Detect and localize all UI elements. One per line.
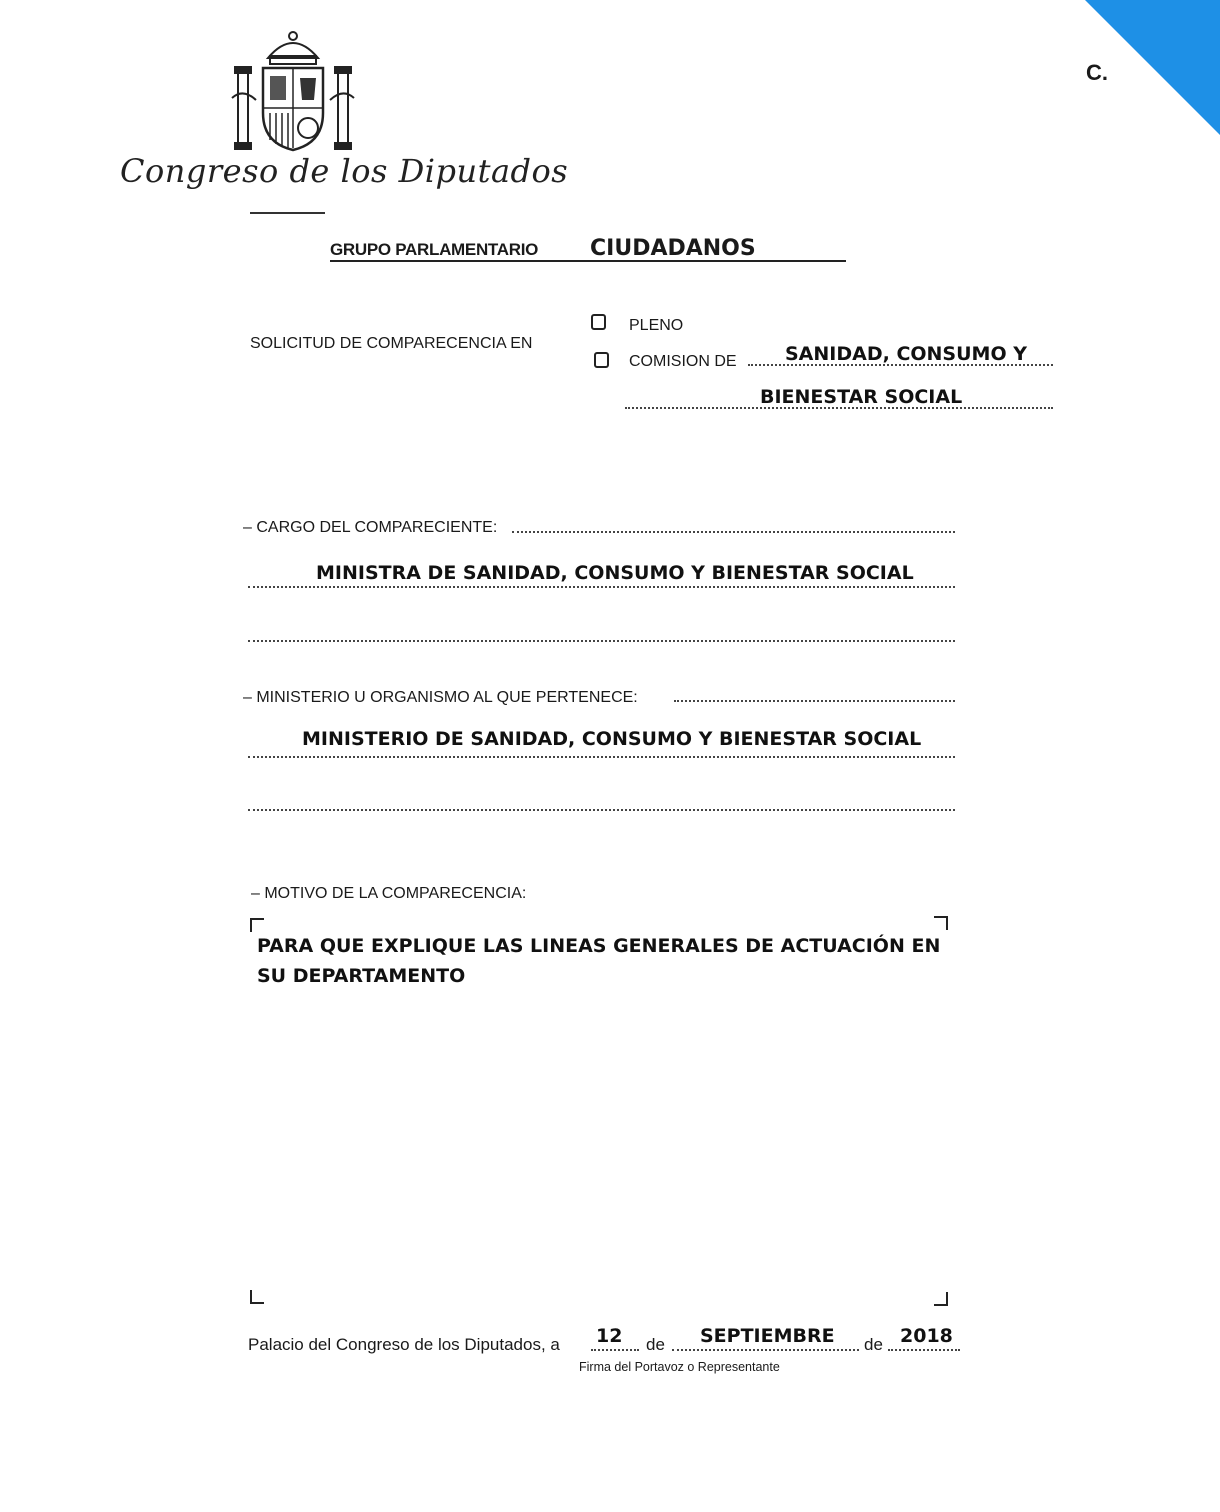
cargo-line-1: [248, 586, 955, 588]
coat-of-arms-logo: [228, 28, 358, 156]
motivo-value: PARA QUE EXPLIQUE LAS LINEAS GENERALES DE ACTUACIÓN EN SU DEPARTAMENTO: [257, 935, 941, 987]
document-code: C.: [1086, 60, 1108, 85]
logo-divider: [250, 212, 325, 214]
solicitud-label: SOLICITUD DE COMPARECENCIA EN: [250, 335, 533, 352]
ministerio-line-2: [248, 809, 955, 811]
comision-value-line-2: BIENESTAR SOCIAL: [760, 386, 963, 408]
cargo-line-2: [248, 640, 955, 642]
cargo-value: MINISTRA DE SANIDAD, CONSUMO Y BIENESTAR SOCIAL: [316, 562, 914, 584]
ministerio-label: – MINISTERIO U ORGANISMO AL QUE PERTENECE:: [243, 689, 638, 706]
footer-de-2: de: [864, 1335, 883, 1354]
motivo-box-corner: [934, 916, 948, 930]
group-underline: [330, 260, 846, 262]
ministerio-value: MINISTERIO DE SANIDAD, CONSUMO Y BIENESTAR SOCIAL: [302, 728, 922, 750]
pleno-label: PLENO: [629, 317, 684, 334]
motivo-box-corner: [250, 918, 264, 932]
pleno-checkbox[interactable]: [591, 314, 606, 330]
footer-place: Palacio del Congreso de los Diputados, a: [248, 1335, 560, 1354]
footer-month: SEPTIEMBRE: [700, 1325, 835, 1347]
comision-label: COMISION DE: [629, 353, 737, 370]
cargo-label-line: [512, 531, 955, 533]
chamber-name: Congreso de los Diputados: [120, 152, 569, 190]
footer-de-1: de: [646, 1335, 665, 1354]
motivo-box-corner: [934, 1292, 948, 1306]
group-label: GRUPO PARLAMENTARIO: [330, 240, 539, 259]
motivo-label: – MOTIVO DE LA COMPARECENCIA:: [251, 885, 527, 902]
year-line: [888, 1349, 960, 1351]
footer-day: 12: [596, 1325, 623, 1347]
motivo-box-corner: [250, 1290, 264, 1304]
month-line: [672, 1349, 859, 1351]
day-line: [591, 1349, 639, 1351]
comision-value-line-1: SANIDAD, CONSUMO Y: [785, 343, 1027, 365]
ministerio-label-line: [674, 700, 955, 702]
cargo-label: – CARGO DEL COMPARECIENTE:: [243, 519, 498, 536]
signature-label: Firma del Portavoz o Representante: [579, 1360, 780, 1374]
group-name: CIUDADANOS: [590, 236, 756, 261]
comision-checkbox[interactable]: [594, 352, 609, 368]
ministerio-line-1: [248, 756, 955, 758]
footer-year: 2018: [900, 1325, 953, 1347]
